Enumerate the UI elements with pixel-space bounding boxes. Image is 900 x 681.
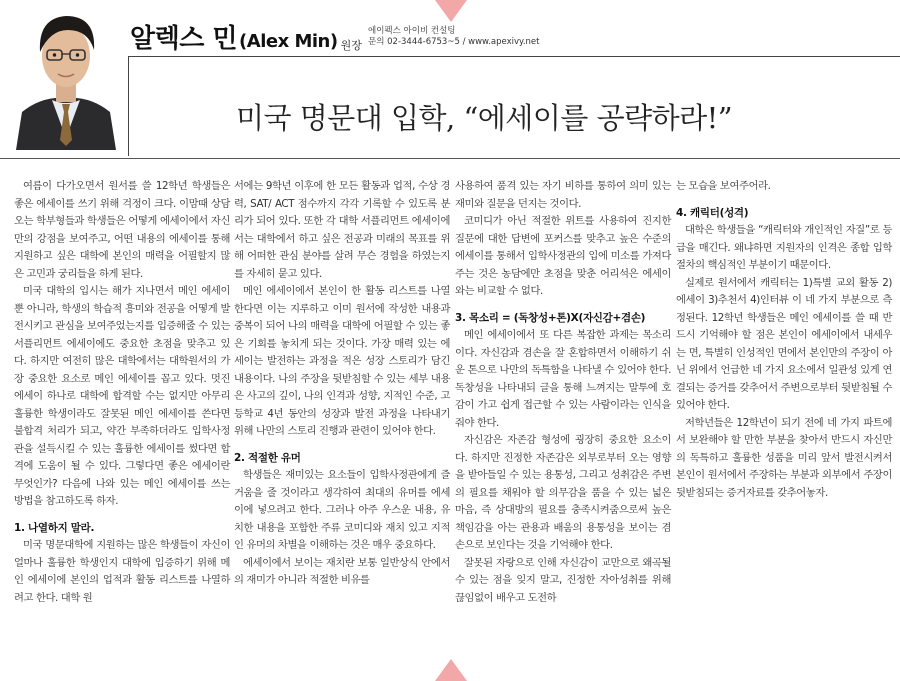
triangle-down-icon (435, 0, 467, 22)
paragraph: 자신감은 자존감 형성에 굉장히 중요한 요소이다. 하지만 진정한 자존감은 외부로부터 오는 영향을 받아들일 수 있는 용통성, 그리고 성취감은 주변의 필요를 채워야 할 의무감을 품을 수 있는 넓은 마음, 즉 상대방의 필요를 충족시켜줌으로써 높은 책임감을 아는 관용과 배움의 용통성을 보이는 겸손으로 보인다는 것을 기억해야 한다. (455, 434, 671, 551)
article-column-1 (14, 178, 230, 607)
paragraph: 저학년들은 12학년이 되기 전에 네 가지 파트에서 보완해야 할 만한 부분을 찾아서 반드시 자신만의 독특하고 훌륭한 성품을 미리 앞서 발전시켜서 본인이 원서에서 주장하는 부분과 외부에서 주장이 뒷받침되는 증거자료를 갖추어놓자. (676, 416, 892, 499)
paragraph: 대학은 학생들을 “캐릭터와 개인적인 자질”로 등급을 매긴다. 왜냐하면 지원자의 인격은 종합 입학 절차의 핵심적인 부분이기 때문이다. (676, 224, 892, 271)
paragraph: 실제로 원서에서 캐릭터는 1)특별 교외 활동 2)에세이 3)추천서 4)인터뷰 이 네 가지 부분으로 측정된다. 12학년 학생들은 메인 에세이를 쓸 때 반드시 기억해야 할 점은 본인이 에세이에서 내세우는 면, 특별히 인성적인 면에서 본인만의 주장이 아닌 위에서 언급한 네 가지 요소에서 일관성 있게 연결되는 증거를 갖추어서 주변으로부터 뒷받침될 수 있어야 한다. (676, 276, 892, 411)
author-name-en: (Alex Min) (239, 31, 338, 52)
article-column-2 (234, 178, 450, 590)
headline-rule (0, 158, 900, 159)
triangle-up-icon (435, 659, 467, 681)
paragraph: 서에는 9학년 이후에 한 모든 활동과 업적, 수상 경력, SAT/ ACT 점수까지 각각 기록할 수 있도록 분리가 되어 있다. 또한 각 대학 서플리먼트 에세이에서는 대학에서 하고 싶은 전공과 미래의 목표를 위해 어떠한 관심 분야를 살려 무슨 경험을 하였는지를 자세히 묻고 있다. (234, 180, 450, 280)
paragraph: 는 모습을 보여주어라. (676, 180, 771, 192)
paragraph: 여름이 다가오면서 원서를 쓸 12학년 학생들은 좋은 에세이를 쓰기 위해 걱정이 크다. 이맘때 상담 오는 학부형들과 학생들은 어떻게 에세이에서 자신만의 강점을 보여주고, 어떤 내용의 에세이를 통해 지원하고 싶은 대학에 본인의 매력을 어필할지 많은 고민과 궁리들을 하게 된다. (14, 180, 230, 280)
company-info (368, 26, 540, 48)
paragraph: 사용하여 품격 있는 자기 비하를 통하여 의미 있는 재미와 질문을 던지는 것이다. (455, 180, 671, 210)
article-column-4 (676, 178, 892, 502)
company-name: 에이펙스 아이비 컨설팅 (368, 26, 456, 36)
paragraph: 학생들은 재미있는 요소들이 입학사정관에게 즐거움을 줄 것이라고 생각하여 최대의 유머를 에세이에 넣으려고 한다. 그러나 아주 우스운 내용, 유치한 내용을 포함한 주류 코미디와 재치 있고 지적인 유머의 차별을 이해하는 것은 매우 중요하다. (234, 469, 450, 551)
paragraph: 잘못된 자랑으로 인해 자신감이 교만으로 왜곡될 수 있는 점을 잊지 말고, 진정한 자아성취를 위해 끊임없이 배우고 도전하 (455, 556, 671, 604)
article-column-3 (455, 178, 671, 607)
section-heading: 3. 목소리 = (독창성+톤)X(자신감+겸손) (455, 311, 646, 324)
paragraph: 에세이에서 보이는 재치란 보통 일반상식 안에서의 재미가 아니라 적절한 비유를 (234, 556, 450, 586)
author-byline (130, 22, 362, 54)
paragraph: 미국 명문대학에 지원하는 많은 학생들이 자신이 얼마나 훌륭한 학생인지 대학에 입증하기 위해 메인 에세이에 본인의 업적과 활동 리스트를 나열하려고 한다. 대학 원 (14, 539, 230, 604)
author-title: 원장 (340, 39, 362, 52)
paragraph: 메인 에세이에서 본인이 한 활동 리스트를 나열한다면 이는 지루하고 이미 원서에 작성한 내용과 중복이 되어 나의 매력을 대학에 어필할 수 있는 좋은 기회를 놓치게 되는 것이다. 가장 매력 있는 에세이는 발전하는 과정을 적은 성장 스토리가 담긴 내용이다. 나의 주장을 뒷받침할 수 있는 세부 내용은 사고의 깊이, 나의 인격과 성향, 지적인 수준, 고등학교 4년 동안의 성장과 발전 과정을 나타내기 위해 나만의 스토리 진행과 관련이 있어야 한다. (234, 285, 450, 437)
section-heading: 2. 적절한 유머 (234, 451, 301, 464)
paragraph: 미국 대학의 입시는 해가 지나면서 메인 에세이뿐 아니라, 학생의 학습적 흥미와 전공을 어떻게 발전시키고 관심을 보여주었는지를 입증해줄 수 있는 서플리먼트 에세이에도 중요한 초점을 맞추고 있다. 하지만 여전히 많은 대학에서는 대학원서의 가장 중요한 요소로 메인 에세이를 꼽고 있다. 멋진 에세이 하나로 대학에 합격할 수는 없지만 아무리 훌륭한 학생이라도 잘못된 메인 에세이를 쓴다면 불합격 처리가 되고, 약간 부족하더라도 입학사정관을 설득시킬 수 있는 훌륭한 에세이를 썼다면 합격에 도움이 될 수 있다. 그렇다면 좋은 에세이란 무엇인가? 다음에 나와 있는 메인 에세이를 쓰는 방법을 참고하도록 하자. (14, 285, 230, 507)
header-vertical-rule (128, 56, 129, 156)
headline: 미국 명문대 입학, “에세이를 공략하라!” (236, 101, 733, 135)
company-contact: 문의 02-3444-6753~5 / www.apexivy.net (368, 37, 540, 47)
paragraph: 코미디가 아닌 적절한 위트를 사용하여 진지한 질문에 대한 답변에 포커스를 맞추고 높은 수준의 에세이를 통해서 입학사정관의 입에 미소를 가져다주는 것은 농담에만 초점을 맞춘 어리석은 에세이와는 비교할 수 없다. (455, 215, 671, 297)
header-rule (128, 56, 900, 57)
author-photo (12, 0, 120, 150)
section-heading: 1. 나열하지 말라. (14, 521, 95, 534)
paragraph: 메인 에세이에서 또 다른 복잡한 과제는 목소리이다. 자신감과 겸손을 잘 혼합하면서 이해하기 쉬운 톤으로 나만의 독특함을 나타낼 수 있어야 한다. 독창성을 나타내되 글을 통해 느껴지는 말투에 호감이 가고 쉽게 접근할 수 있는 사람이라는 인식을 줘야 한다. (455, 329, 671, 429)
section-heading: 4. 캐릭터(성격) (676, 206, 749, 219)
author-name: 알렉스 민 (130, 24, 238, 54)
